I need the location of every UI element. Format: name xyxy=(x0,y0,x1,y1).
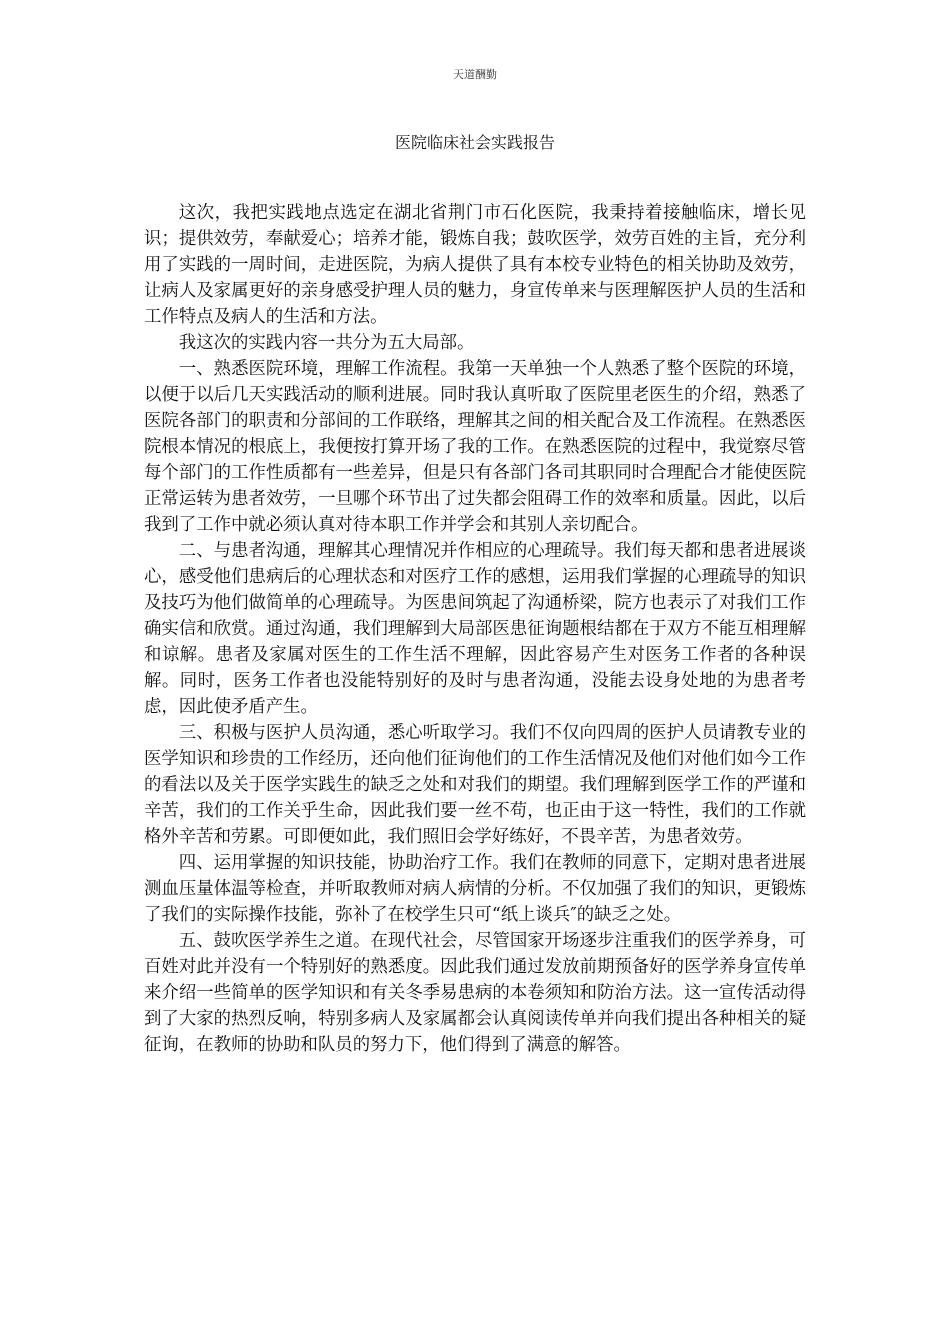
paragraph-overview: 我这次的实践内容一共分为五大局部。 xyxy=(178,333,475,353)
paragraph-part-2: 二、与患者沟通，理解其心理情况并作相应的心理疏导。我们每天都和患者进展谈心，感受他们患病后的心理状态和对医疗工作的感想，运用我们掌握的心理疏导的知识及技巧为他们做简单的心理疏导。为医患间筑起了沟通桥梁，院方也表示了对我们工作确实信和欣赏。通过沟通，我们理解到大局部医患征询题根结都在于双方不能互相理解和谅解。患者及家属对医生的工作生活不理解，因此容易产生对医务工作者的各种误解。同时，医务工作者也没能特别好的及时与患者沟通，没能去设身处地的为患者考虑，因此使矛盾产生。 xyxy=(144,541,806,717)
paragraph-part-5: 五、鼓吹医学养生之道。在现代社会，尽管国家开场逐步注重我们的医学养身，可百姓对此并没有一个特别好的熟悉度。因此我们通过发放前期预备好的医学养身宣传单来介绍一些简单的医学知识和有关冬季易患病的本卷须知和防治方法。这一宣传活动得到了大家的热烈反响，特别多病人及家属都会认真阅读传单并向我们提出各种相关的疑征询，在教师的协助和队员的努力下，他们得到了满意的解答。 xyxy=(144,931,806,1055)
paragraph-part-1: 一、熟悉医院环境，理解工作流程。我第一天单独一个人熟悉了整个医院的环境，以便于以后几天实践活动的顺利进展。同时我认真听取了医院里老医生的介绍，熟悉了医院各部门的职责和分部间的工作联络，理解其之间的相关配合及工作流程。在熟悉医院根本情况的根底上，我便按打算开场了我的工作。在熟悉医院的过程中，我觉察尽管每个部门的工作性质都有一些差异，但是只有各部门各司其职同时合理配合才能使医院正常运转为患者效劳，一旦哪个环节出了过失都会阻碍工作的效率和质量。因此，以后我到了工作中就必须认真对待本职工作并学会和其别人亲切配合。 xyxy=(144,359,806,535)
paragraph-intro: 这次，我把实践地点选定在湖北省荆门市石化医院，我秉持着接触临床，增长见识；提供效劳，奉献爱心；培养才能，锻炼自我；鼓吹医学，效劳百姓的主旨，充分利用了实践的一周时间，走进医院，为病人提供了具有本校专业特色的相关协助及效劳，让病人及家属更好的亲身感受护理人员的魅力，身宣传单来与医理解医护人员的生活和工作特点及病人的生活和方法。 xyxy=(144,203,806,327)
page-header: 天道酬勤 xyxy=(453,68,497,81)
document-title: 医院临床社会实践报告 xyxy=(394,133,555,152)
document-body xyxy=(144,200,806,1058)
paragraph-part-4: 四、运用掌握的知识技能，协助治疗工作。我们在教师的同意下，定期对患者进展测血压量体温等检查，并听取教师对病人病情的分析。不仅加强了我们的知识，更锻炼了我们的实际操作技能，弥补了在校学生只可“纸上谈兵″的缺乏之处。 xyxy=(144,853,806,925)
paragraph-part-3: 三、积极与医护人员沟通，悉心听取学习。我们不仅向四周的医护人员请教专业的医学知识和珍贵的工作经历，还向他们征询他们的工作生活情况及他们对他们如今工作的看法以及关于医学实践生的缺乏之处和对我们的期望。我们理解到医学工作的严谨和辛苦，我们的工作关乎生命，因此我们要一丝不苟，也正由于这一特性，我们的工作就格外辛苦和劳累。可即便如此，我们照旧会学好练好，不畏辛苦，为患者效劳。 xyxy=(144,723,806,847)
